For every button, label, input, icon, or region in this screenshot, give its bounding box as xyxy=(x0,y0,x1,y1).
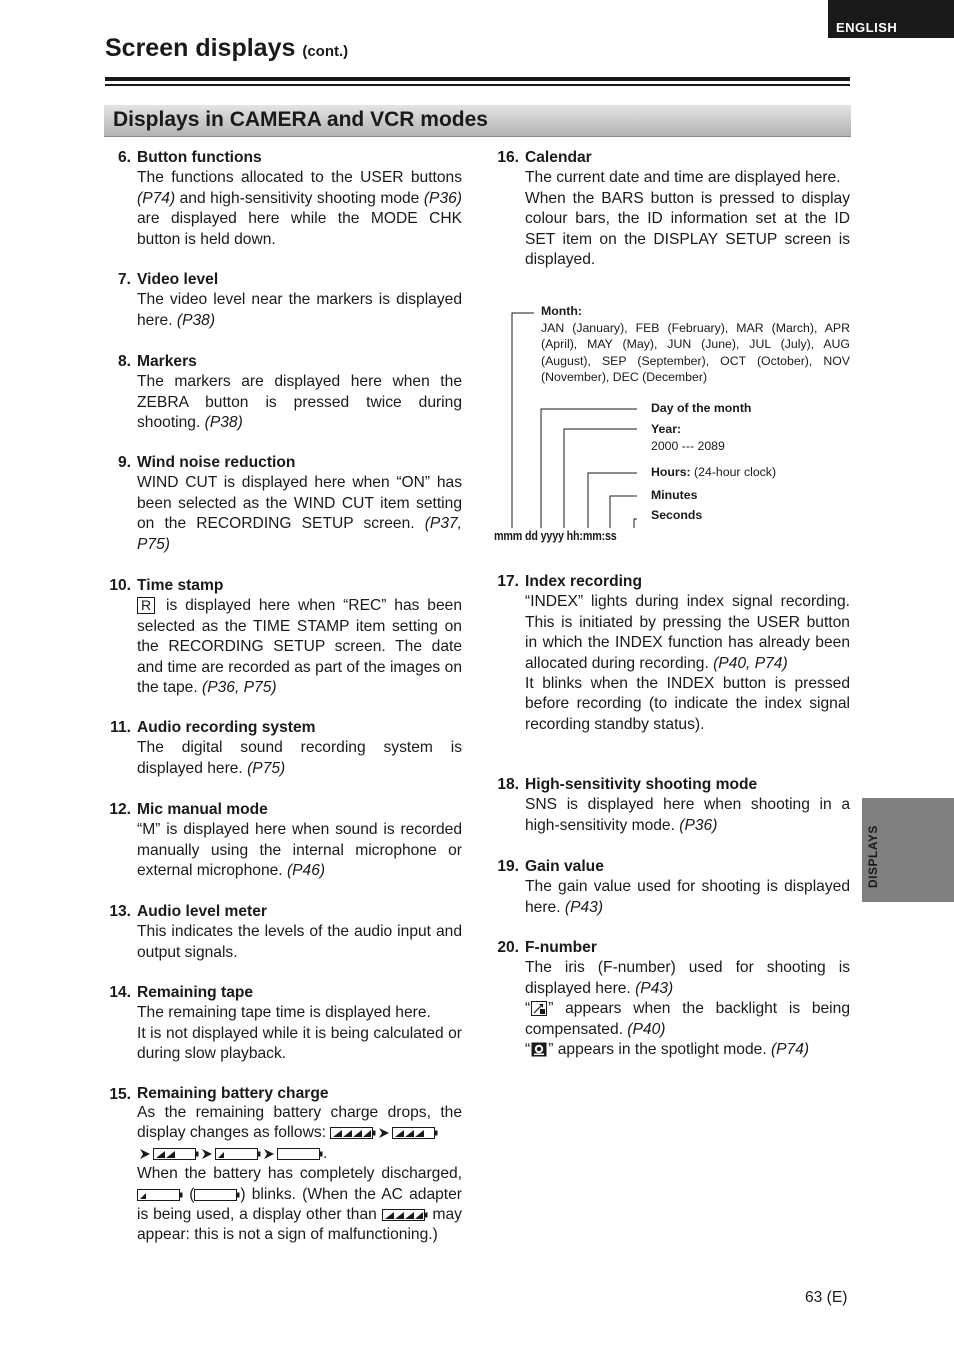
battery-empty-icon xyxy=(194,1188,240,1202)
page-ref: (P36, P75) xyxy=(202,679,277,697)
calendar-hours-note: (24-hour clock) xyxy=(694,465,777,479)
item-audio-recording-system xyxy=(110,718,462,779)
item-heading: Button functions xyxy=(137,149,262,166)
calendar-month-values: JAN (January), FEB (February), MAR (March), APR (April), MAY (May), JUN (June), JUL (July), AUG (August), SEP (September), OCT (October), NOV (November), DEC (December) xyxy=(541,320,850,385)
battery-three-quarter-icon xyxy=(392,1126,438,1140)
item-body: The remaining tape time is displayed here. xyxy=(137,1004,431,1022)
item-time-stamp xyxy=(109,576,462,698)
item-heading: Gain value xyxy=(525,858,604,875)
item-body: The functions allocated to the USER buttons (P74) and high-sensitivity shooting mode (P36) are displayed here while the MODE CHK button is held down. xyxy=(137,169,462,248)
page-ref: (P40) xyxy=(627,1020,666,1038)
section-title: Displays in CAMERA and VCR modes xyxy=(113,108,488,131)
page-ref: (P37, P75) xyxy=(137,515,462,553)
item-video-level xyxy=(117,270,462,331)
item-mic-manual-mode xyxy=(109,800,462,882)
item-body: The current date and time are displayed here. xyxy=(525,169,841,187)
page-ref: (P74) xyxy=(770,1041,810,1059)
battery-low-icon xyxy=(137,1188,183,1202)
item-body: The gain value used for shooting is displayed here. (P43) xyxy=(525,878,850,916)
item-body: “ ” appears when the backlight is being compensated. (P40) xyxy=(525,1000,850,1038)
item-f-number xyxy=(497,938,850,1060)
battery-half-icon xyxy=(153,1147,199,1161)
item-number: 17. xyxy=(497,573,519,590)
page-ref: (P43) xyxy=(564,898,604,916)
page-ref: (P38) xyxy=(204,414,243,432)
side-tab-displays xyxy=(862,798,954,902)
calendar-month-label: Month: xyxy=(541,304,582,318)
calendar-seconds-label: Seconds xyxy=(651,508,703,522)
item-body: As the remaining battery charge drops, the display changes as follows: . xyxy=(137,1104,462,1162)
calendar-hours-legend xyxy=(651,464,776,481)
item-body: The video level near the markers is displayed here. (P38) xyxy=(137,291,462,329)
item-body: When the battery has completely discharged, ( ) blinks. (When the AC adapter is being used, a display other than may appear: this is not a sign of malfunctioning.) xyxy=(137,1165,462,1244)
item-markers xyxy=(117,352,462,434)
item-number: 9. xyxy=(117,454,131,471)
page-title-suffix: (cont.) xyxy=(302,43,349,60)
item-heading: Mic manual mode xyxy=(137,801,268,818)
arrow-right-icon xyxy=(378,1127,390,1139)
item-body: SNS is displayed here when shooting in a high-sensitivity mode. (P36) xyxy=(525,796,850,834)
item-calendar xyxy=(497,148,850,270)
item-heading: Calendar xyxy=(525,149,592,166)
item-gain-value xyxy=(497,857,850,918)
calendar-year-range: 2000 --- 2089 xyxy=(651,438,725,453)
item-number: 10. xyxy=(109,577,131,594)
rec-stamp-icon: R xyxy=(137,597,155,614)
page-title-text: Screen displays xyxy=(105,34,296,62)
item-heading: Time stamp xyxy=(137,577,224,594)
title-rule-thin xyxy=(105,84,850,86)
item-number: 7. xyxy=(117,271,131,288)
battery-low-icon xyxy=(215,1147,261,1161)
item-body: R is displayed here when “REC” has been selected as the TIME STAMP item setting on the RECORDING SETUP screen. The date and time are recorded as part of the images on the tape. (P36, P75) xyxy=(137,597,462,697)
item-body: “M” is displayed here when sound is recorded manually using the internal microphone or external microphone. (P46) xyxy=(137,821,462,880)
arrow-right-icon xyxy=(139,1148,151,1160)
item-body: “INDEX” lights during index signal recording. This is initiated by pressing the USER button in which the INDEX function has already been allocated during recording. (P40, P74) xyxy=(525,593,850,672)
item-remaining-battery-charge xyxy=(109,1085,462,1246)
side-tab-label: DISPLAYS xyxy=(866,825,880,888)
item-heading: Remaining tape xyxy=(137,984,254,1001)
item-heading: High-sensitivity shooting mode xyxy=(525,776,758,793)
item-number: 19. xyxy=(497,858,519,875)
page-ref: (P75) xyxy=(247,759,286,777)
item-heading: Wind noise reduction xyxy=(137,454,296,471)
item-remaining-tape xyxy=(109,983,462,1065)
item-heading: Remaining battery charge xyxy=(137,1085,329,1102)
item-body: This indicates the levels of the audio input and output signals. xyxy=(137,923,462,961)
calendar-minutes-label: Minutes xyxy=(651,488,698,502)
item-body: It blinks when the INDEX button is pressed before recording (to indicate the index signal recording standby status). xyxy=(525,675,850,733)
calendar-hours-label: Hours: xyxy=(651,465,691,479)
item-high-sensitivity-mode xyxy=(497,775,850,836)
item-heading: Markers xyxy=(137,353,197,370)
item-heading: Video level xyxy=(137,271,219,288)
page-ref: (P46) xyxy=(286,862,326,880)
item-index-recording xyxy=(497,572,850,735)
calendar-format: mmm dd yyyy hh:mm:ss xyxy=(494,529,617,543)
item-body: The markers are displayed here when the ZEBRA button is pressed twice during shooting. (P38) xyxy=(137,373,462,432)
battery-full-icon xyxy=(330,1126,376,1140)
page-title xyxy=(105,34,348,63)
item-heading: Audio level meter xyxy=(137,903,267,920)
item-button-functions xyxy=(117,148,462,250)
item-number: 12. xyxy=(109,801,131,818)
item-body: When the BARS button is pressed to display colour bars, the ID information set at the ID SET item on the DISPLAY SETUP screen is displayed. xyxy=(525,189,850,269)
item-heading: Audio recording system xyxy=(137,719,316,736)
item-wind-noise-reduction xyxy=(117,453,462,555)
item-body: WIND CUT is displayed here when “ON” has been selected as the WIND CUT item setting on the RECORDING SETUP screen. (P37, P75) xyxy=(137,474,462,553)
item-number: 15. xyxy=(109,1086,131,1103)
page-ref: (P74) xyxy=(137,189,176,207)
section-heading xyxy=(104,105,851,137)
item-audio-level-meter xyxy=(109,902,462,963)
page-ref: (P36) xyxy=(679,816,718,834)
spotlight-icon xyxy=(531,1042,547,1057)
language-tab: ENGLISH xyxy=(828,0,954,38)
page-ref: (P43) xyxy=(635,979,674,997)
page-number: 63 (E) xyxy=(805,1289,848,1306)
battery-empty-icon xyxy=(277,1147,323,1161)
item-body: The digital sound recording system is displayed here. (P75) xyxy=(137,739,462,777)
item-body: The iris (F-number) used for shooting is displayed here. (P43) xyxy=(525,959,850,997)
backlight-icon xyxy=(531,1001,547,1016)
item-number: 16. xyxy=(497,149,519,166)
item-number: 14. xyxy=(109,984,131,1001)
title-rule-thick xyxy=(105,77,850,81)
battery-full-icon xyxy=(382,1208,428,1222)
item-body: “ ” appears in the spotlight mode. (P74) xyxy=(525,1041,810,1059)
item-heading: Index recording xyxy=(525,573,642,590)
item-number: 8. xyxy=(117,353,131,370)
page-ref: (P36) xyxy=(423,189,462,207)
arrow-right-icon xyxy=(201,1148,213,1160)
page-ref: (P38) xyxy=(176,311,216,329)
item-body: It is not displayed while it is being calculated or during slow playback. xyxy=(137,1024,462,1063)
item-heading: F-number xyxy=(525,939,597,956)
item-number: 11. xyxy=(110,719,131,736)
item-number: 6. xyxy=(117,149,131,166)
calendar-year-label: Year: xyxy=(651,422,682,436)
arrow-right-icon xyxy=(263,1148,275,1160)
item-number: 13. xyxy=(109,903,131,920)
calendar-day-label: Day of the month xyxy=(651,401,752,415)
item-number: 18. xyxy=(497,776,519,793)
calendar-year-legend xyxy=(651,421,725,454)
page-ref: (P40, P74) xyxy=(713,654,788,672)
item-number: 20. xyxy=(497,939,519,956)
calendar-month-legend xyxy=(541,303,850,386)
